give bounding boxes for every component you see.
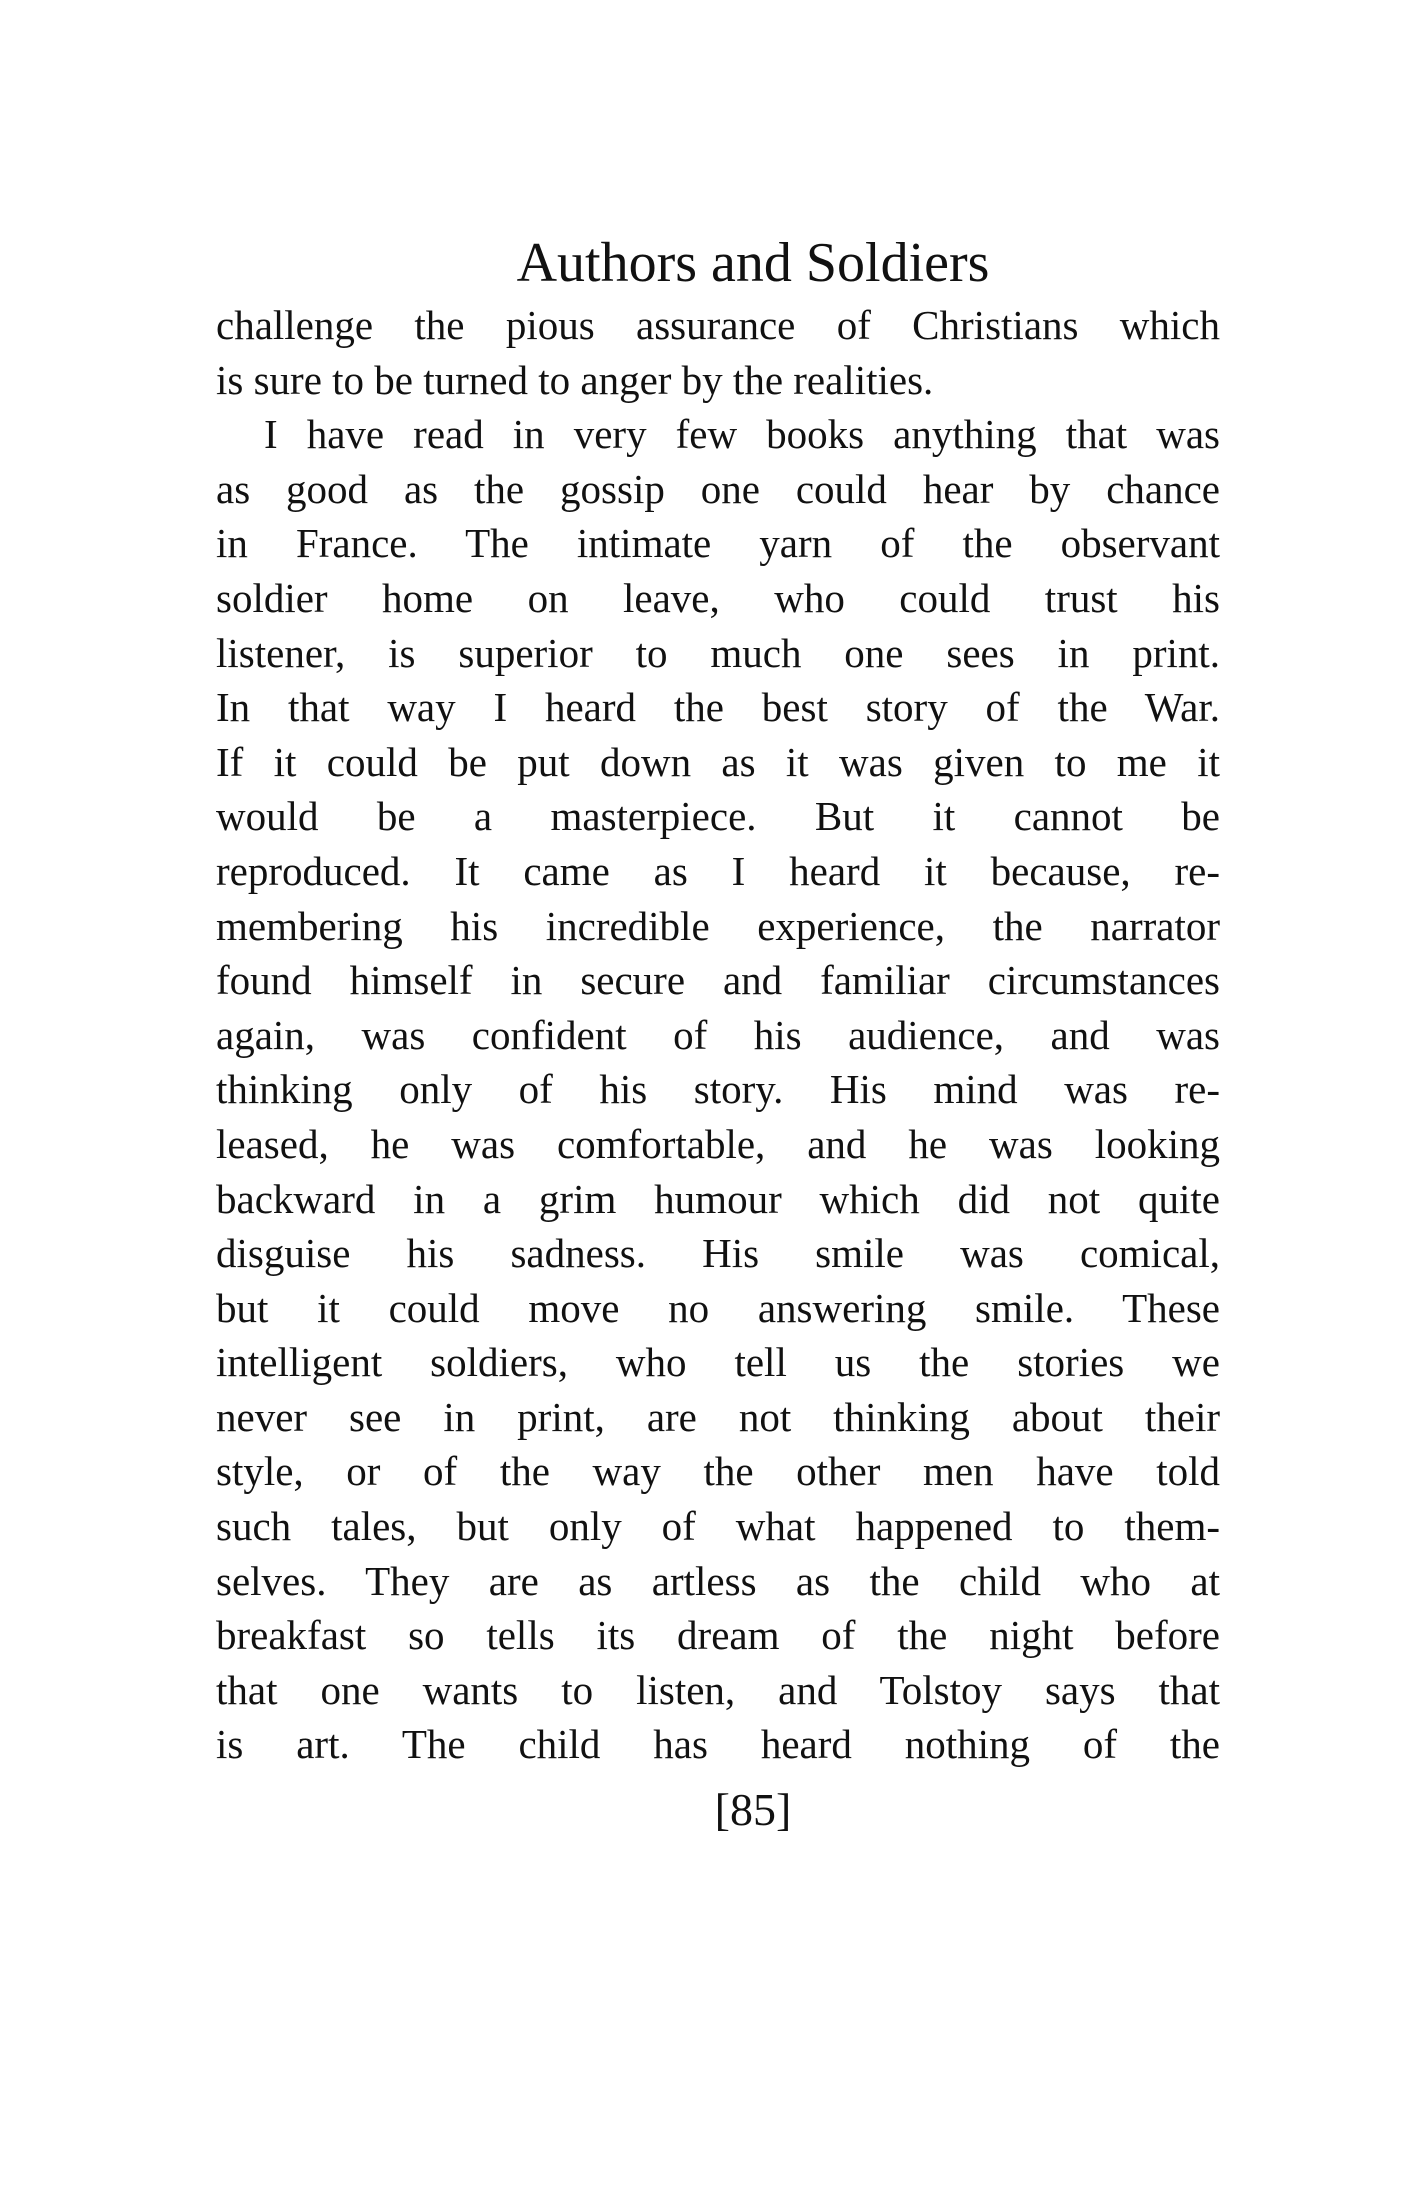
text-line-19: but it could move no answering smile. These — [216, 1284, 1220, 1331]
text-line-25: breakfast so tells its dream of the night before — [216, 1612, 1220, 1659]
text-line-18: disguise his sadness. His smile was comical, — [216, 1230, 1220, 1277]
text-line-2: is sure to be turned to anger by the realities. — [216, 356, 934, 403]
text-line-7: listener, is superior to much one sees in print. — [216, 629, 1220, 676]
page-number: [85] — [714, 1784, 792, 1836]
text-line-1: challenge the pious assurance of Christians which — [216, 302, 1220, 348]
text-line-5: in France. The intimate yarn of the observant — [216, 520, 1220, 567]
text-line-8: In that way I heard the best story of the War. — [216, 684, 1220, 731]
text-line-14: again, was confident of his audience, and was — [216, 1011, 1220, 1058]
text-line-13: found himself in secure and familiar circumstances — [216, 957, 1220, 1004]
text-line-4: as good as the gossip one could hear by chance — [216, 465, 1220, 512]
text-line-15: thinking only of his story. His mind was re- — [216, 1066, 1220, 1113]
page-content — [216, 228, 1220, 1840]
text-line-20: intelligent soldiers, who tell us the stories we — [216, 1339, 1220, 1386]
text-line-27: is art. The child has heard nothing of the — [216, 1721, 1220, 1768]
text-line-6: soldier home on leave, who could trust his — [216, 574, 1220, 621]
text-line-3: I have read in very few books anything that was — [264, 411, 1220, 458]
text-line-22: style, or of the way the other men have told — [216, 1448, 1220, 1495]
running-head: Authors and Soldiers — [516, 232, 990, 294]
text-line-23: such tales, but only of what happened to them- — [216, 1503, 1220, 1550]
text-line-9: If it could be put down as it was given to me it — [216, 738, 1220, 785]
text-line-21: never see in print, are not thinking about their — [216, 1393, 1220, 1440]
text-line-17: backward in a grim humour which did not quite — [216, 1175, 1220, 1222]
text-line-26: that one wants to listen, and Tolstoy says that — [216, 1666, 1220, 1713]
text-line-16: leased, he was comfortable, and he was looking — [216, 1120, 1220, 1167]
body-text — [216, 298, 1220, 1772]
text-line-24: selves. They are as artless as the child who at — [216, 1557, 1220, 1604]
text-line-10: would be a masterpiece. But it cannot be — [216, 793, 1220, 840]
text-line-11: reproduced. It came as I heard it because, re- — [216, 847, 1220, 894]
text-line-12: membering his incredible experience, the narrator — [216, 902, 1220, 949]
